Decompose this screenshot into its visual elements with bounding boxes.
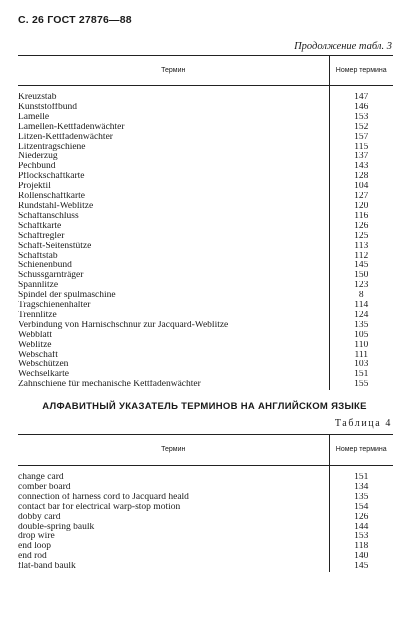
term-number-cell: 112: [329, 252, 393, 262]
term-number-cell: 143: [329, 162, 393, 172]
term-cell: Wechselkarte: [18, 370, 69, 380]
term-number-cell: 150: [329, 271, 393, 281]
table-row: [18, 532, 393, 542]
term-number-cell: 110: [329, 341, 393, 351]
term-cell: Schaftkarte: [18, 221, 62, 231]
table-row: [18, 311, 393, 321]
table-row: [18, 493, 393, 503]
term-cell: end loop: [18, 542, 51, 552]
table-row: [18, 341, 393, 351]
term-number-cell: 113: [329, 242, 393, 252]
page-header: С. 26 ГОСТ 27876—88: [18, 14, 132, 26]
table-row: [18, 351, 393, 361]
term-number-cell: 151: [329, 473, 393, 483]
term-cell: Niederzug: [18, 152, 58, 162]
term-cell: Schussgarnträger: [18, 271, 84, 281]
table-row: [18, 271, 393, 281]
column-header-term: Термин: [18, 56, 329, 86]
table-3-body: [18, 86, 393, 391]
term-cell: Verbindung von Harnischschnur zur Jacquard-Weblitze: [18, 320, 229, 330]
spacer-row: [18, 466, 393, 474]
term-cell: Trennlitze: [18, 310, 57, 320]
term-number-cell: 104: [329, 182, 393, 192]
table-row: [18, 281, 393, 291]
term-cell: Projektil: [18, 182, 51, 192]
term-number-cell: 135: [329, 321, 393, 331]
term-cell: Rollenschaftkarte: [18, 192, 86, 202]
term-cell: Rundstahl-Weblitze: [18, 201, 94, 211]
table-row: [18, 301, 393, 311]
table-row: [18, 192, 393, 202]
term-cell: double-spring baulk: [18, 522, 95, 532]
term-cell: Lamelle: [18, 112, 50, 122]
term-cell: Schaft-Seitenstütze: [18, 241, 92, 251]
table-continuation-label: Продолжение табл. 3: [294, 41, 392, 52]
term-number-cell: 128: [329, 172, 393, 182]
table-row: [18, 172, 393, 182]
table-row: [18, 370, 393, 380]
table-row: [18, 133, 393, 143]
table-row: [18, 143, 393, 153]
table-row: [18, 513, 393, 523]
table-row: [18, 483, 393, 493]
table-row: [18, 523, 393, 533]
column-header-number: Номер термина: [329, 435, 393, 466]
term-number-cell: 140: [329, 552, 393, 562]
table-row: [18, 552, 393, 562]
table-row: [18, 331, 393, 341]
table-row: [18, 93, 393, 103]
table-row: [18, 222, 393, 232]
table-row: [18, 261, 393, 271]
column-header-term: Термин: [18, 435, 329, 466]
term-cell: end rod: [18, 552, 47, 562]
table-4-label: Таблица 4: [334, 418, 392, 429]
term-number-cell: 145: [329, 261, 393, 271]
table-row: [18, 113, 393, 123]
term-cell: Schaftregler: [18, 231, 65, 241]
table-row: [18, 503, 393, 513]
table-3: [18, 55, 393, 390]
spacer-row: [18, 86, 393, 94]
table-row: [18, 162, 393, 172]
term-number-cell: 114: [329, 301, 393, 311]
term-cell: Litzentragschiene: [18, 142, 86, 152]
term-number-cell: 154: [329, 503, 393, 513]
table-row: [18, 562, 393, 572]
term-cell: Webschützen: [18, 360, 69, 370]
term-cell: Webschaft: [18, 350, 58, 360]
term-cell: dobby card: [18, 512, 61, 522]
table-row: [18, 542, 393, 552]
term-number-cell: 145: [329, 562, 393, 572]
table-row: [18, 321, 393, 331]
table-row: [18, 360, 393, 370]
table-4-body: [18, 466, 393, 573]
term-cell: Webblatt: [18, 330, 53, 340]
table-header-row: [18, 56, 393, 86]
table-row: [18, 291, 393, 301]
term-number-cell: 116: [329, 212, 393, 222]
column-header-number: Номер термина: [329, 56, 393, 86]
term-number-cell: 127: [329, 192, 393, 202]
term-number-cell: 155: [329, 380, 393, 390]
term-cell: Litzen-Kettfadenwächter: [18, 132, 113, 142]
term-number-cell: 152: [329, 123, 393, 133]
term-number-cell: 115: [329, 143, 393, 153]
term-cell: Pechbund: [18, 162, 56, 172]
term-number-cell: 137: [329, 152, 393, 162]
term-number-cell: 8: [329, 291, 393, 301]
term-number-cell: 144: [329, 523, 393, 533]
table-row: [18, 252, 393, 262]
term-cell: comber board: [18, 482, 71, 492]
term-number-cell: 105: [329, 331, 393, 341]
term-cell: contact bar for electrical warp-stop motion: [18, 502, 181, 512]
term-cell: Schienenbund: [18, 261, 72, 271]
term-cell: flat-band baulk: [18, 562, 76, 572]
term-number-cell: 147: [329, 93, 393, 103]
term-cell: Spannlitze: [18, 281, 59, 291]
term-number-cell: 111: [329, 351, 393, 361]
term-number-cell: 135: [329, 493, 393, 503]
term-cell: Schaftanschluss: [18, 211, 79, 221]
term-cell: change card: [18, 473, 64, 482]
table-row: [18, 123, 393, 133]
table-row: [18, 473, 393, 483]
term-number-cell: 157: [329, 133, 393, 143]
term-cell: Tragschienenhalter: [18, 301, 91, 311]
table-row: [18, 232, 393, 242]
term-cell: Spindel der spulmaschine: [18, 291, 116, 301]
term-cell: Weblitze: [18, 340, 52, 350]
table-row: [18, 182, 393, 192]
table-4: [18, 434, 393, 572]
term-cell: Kreuzstab: [18, 93, 57, 102]
table-row: [18, 212, 393, 222]
term-cell: Kunststoffbund: [18, 102, 77, 112]
term-number-cell: 118: [329, 542, 393, 552]
term-number-cell: 153: [329, 532, 393, 542]
term-cell: drop wire: [18, 532, 55, 542]
term-number-cell: 125: [329, 232, 393, 242]
table-header-row: [18, 435, 393, 466]
term-number-cell: 124: [329, 311, 393, 321]
term-number-cell: 151: [329, 370, 393, 380]
term-cell: Schaftstab: [18, 251, 58, 261]
term-number-cell: 134: [329, 483, 393, 493]
term-cell: Pflockschaftkarte: [18, 172, 85, 182]
table-row: [18, 202, 393, 212]
term-number-cell: 126: [329, 513, 393, 523]
term-number-cell: 126: [329, 222, 393, 232]
term-cell: Lamellen-Kettfadenwächter: [18, 122, 125, 132]
section-title: АЛФАВИТНЫЙ УКАЗАТЕЛЬ ТЕРМИНОВ НА АНГЛИЙСКОМ ЯЗЫКЕ: [42, 401, 367, 412]
term-number-cell: 123: [329, 281, 393, 291]
term-cell: connection of harness cord to Jacquard heald: [18, 492, 189, 502]
term-number-cell: 153: [329, 113, 393, 123]
table-row: [18, 103, 393, 113]
term-number-cell: 146: [329, 103, 393, 113]
term-number-cell: 103: [329, 360, 393, 370]
term-cell: Zahnschiene für mechanische Kettfadenwächter: [18, 380, 201, 390]
table-row: [18, 152, 393, 162]
table-row: [18, 242, 393, 252]
term-number-cell: 120: [329, 202, 393, 212]
table-row: [18, 380, 393, 390]
